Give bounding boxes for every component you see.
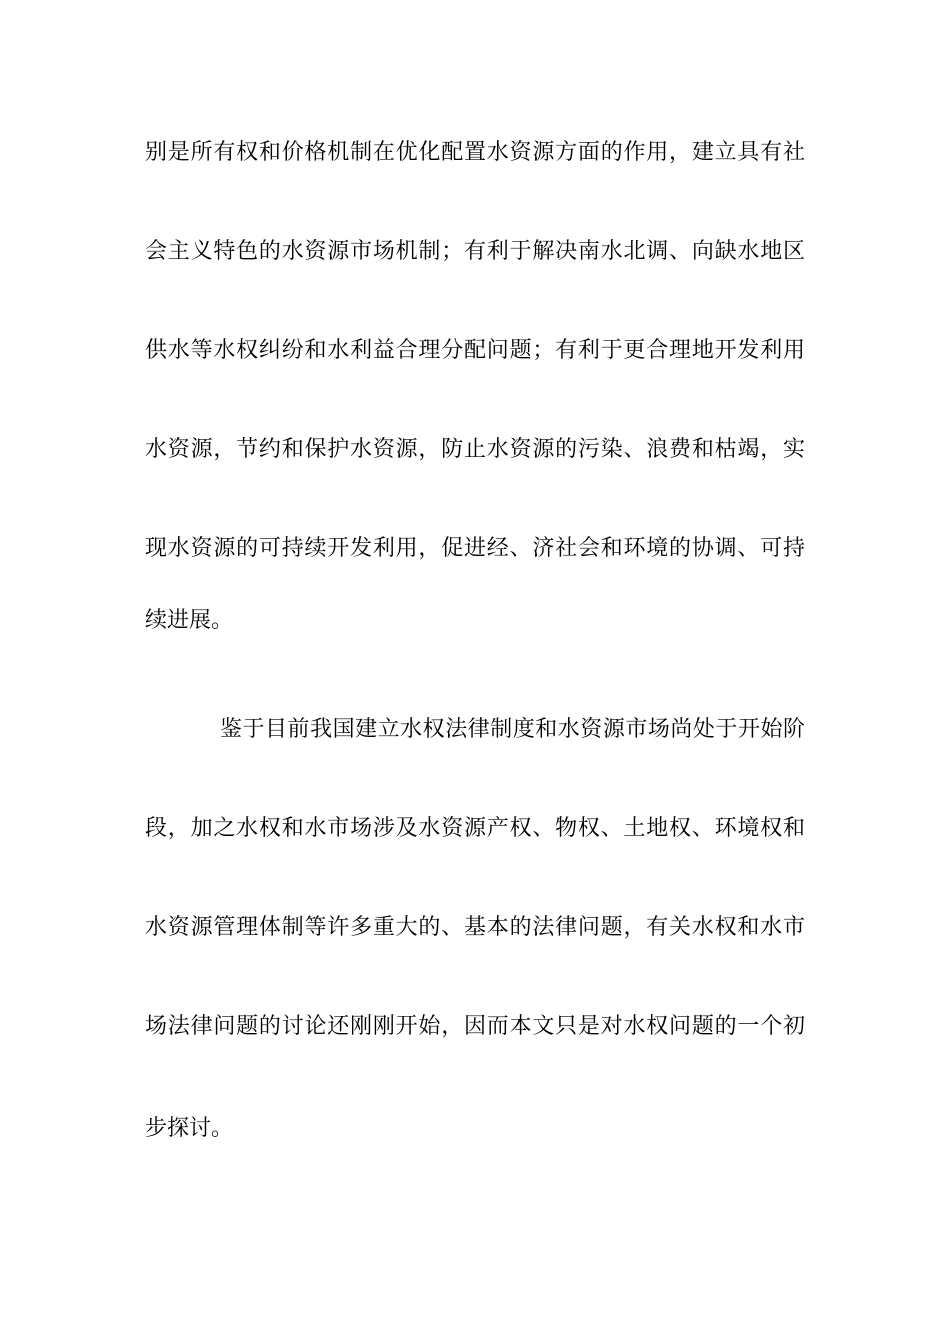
text-line: 续进展。 (145, 608, 234, 633)
text-line: 会主义特色的水资源市场机制；有利于解决南水北调、向缺水地区 (145, 239, 805, 264)
text-line: 步探讨。 (145, 1116, 234, 1141)
text-line: 别是所有权和价格机制在优化配置水资源方面的作用，建立具有社 (145, 140, 805, 165)
text-line: 鉴于目前我国建立水权法律制度和水资源市场尚处于开始阶 (220, 717, 805, 742)
text-line: 水资源管理体制等许多重大的、基本的法律问题，有关水权和水市 (145, 915, 805, 940)
text-line: 场法律问题的讨论还刚刚开始，因而本文只是对水权问题的一个初 (145, 1014, 805, 1039)
text-line: 段，加之水权和水市场涉及水资源产权、物权、土地权、环境权和 (145, 816, 805, 841)
text-line: 现水资源的可持续开发利用，促进经、济社会和环境的协调、可持 (145, 536, 805, 561)
text-line: 供水等水权纠纷和水利益合理分配问题；有利于更合理地开发利用 (145, 338, 805, 363)
text-line: 水资源，节约和保护水资源，防止水资源的污染、浪费和枯竭，实 (145, 437, 805, 462)
